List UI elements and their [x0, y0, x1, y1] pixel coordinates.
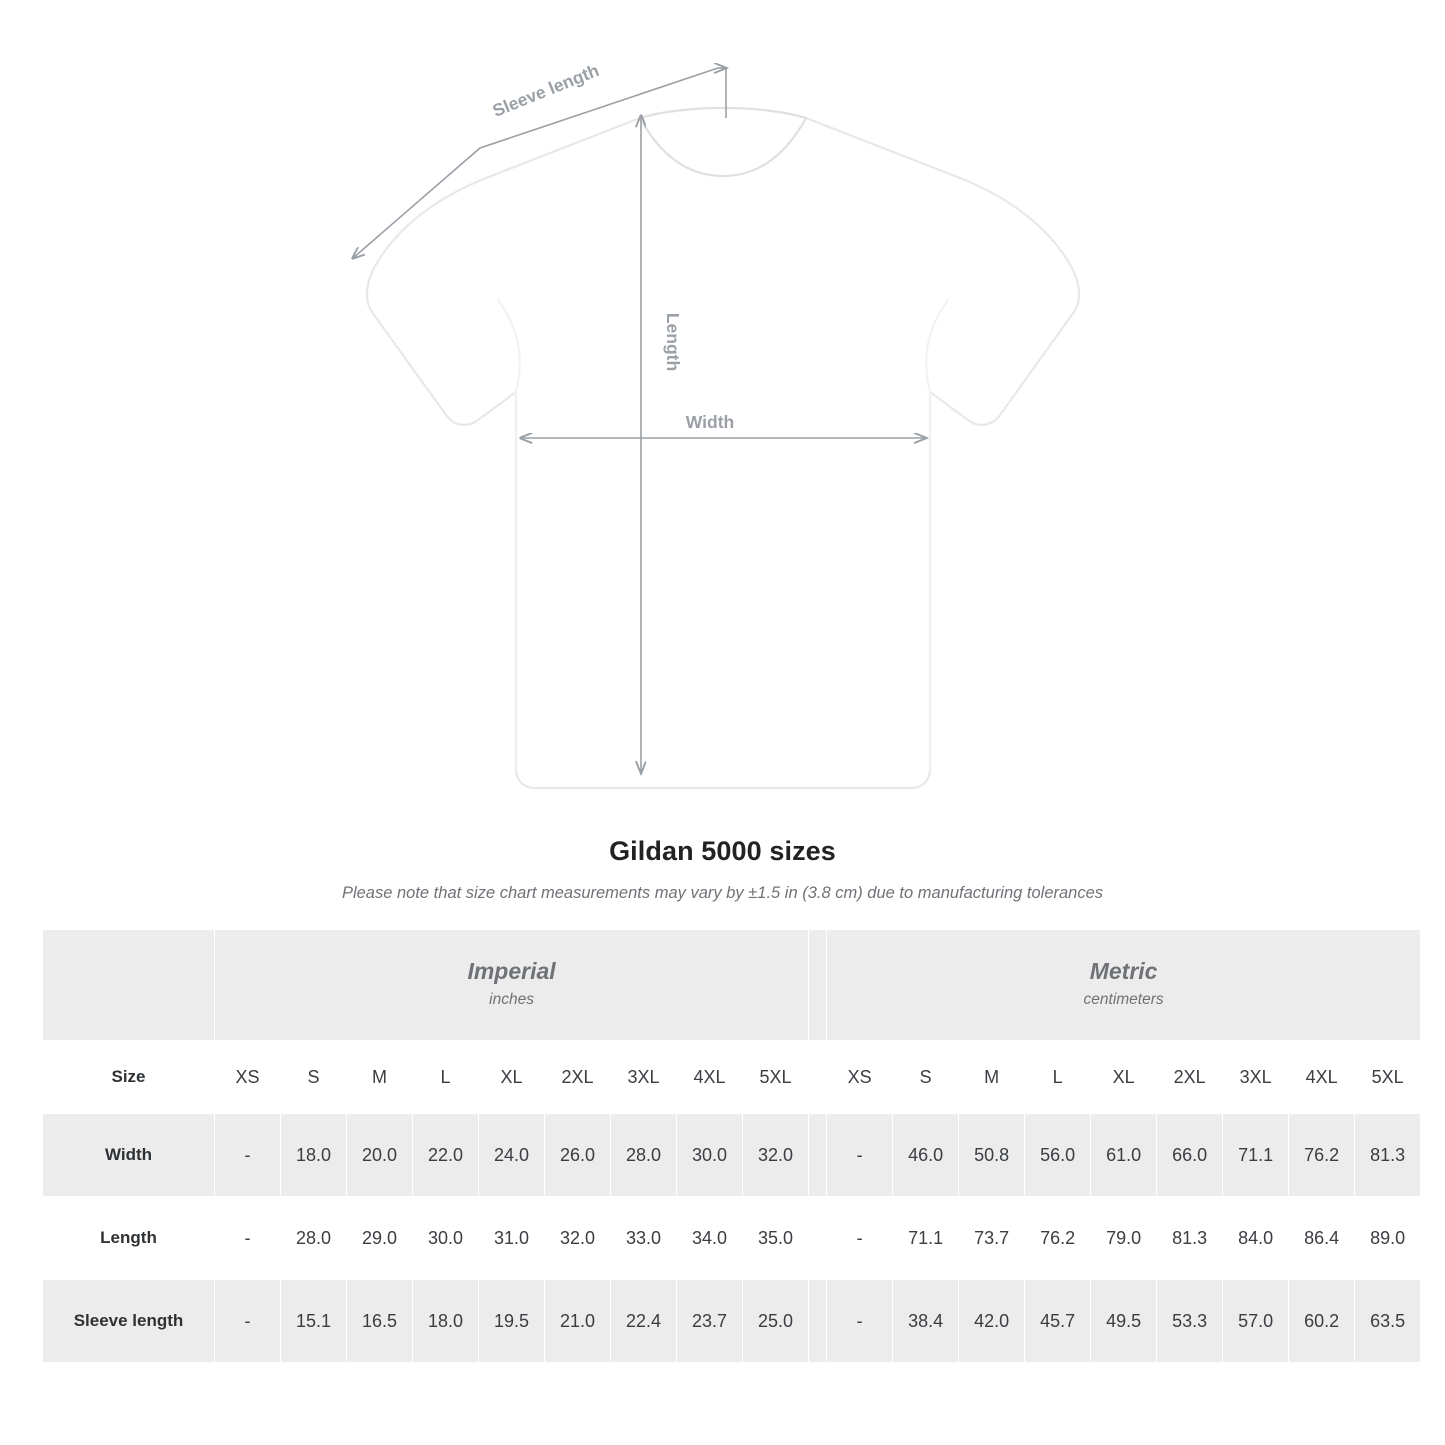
cell-metric: 89.0 [1355, 1197, 1421, 1280]
cell-metric: 42.0 [959, 1280, 1025, 1363]
table-unit-header-row [43, 930, 1421, 1041]
cell-metric: 81.3 [1157, 1197, 1223, 1280]
unit-header-blank [43, 930, 215, 1041]
length-label: Length [663, 312, 683, 372]
size-table [42, 929, 1421, 1363]
unit-name: Metric [1089, 958, 1158, 985]
cell-metric: 73.7 [959, 1197, 1025, 1280]
cell-metric: 38.4 [893, 1280, 959, 1363]
title-block [0, 836, 1445, 903]
size-header-cell: M [347, 1041, 413, 1114]
row-label: Width [43, 1114, 215, 1197]
cell-metric: 79.0 [1091, 1197, 1157, 1280]
row-gap [809, 1280, 827, 1363]
cell-imperial: 30.0 [413, 1197, 479, 1280]
table-row [43, 1280, 1421, 1363]
unit-subtitle: centimeters [1083, 991, 1164, 1009]
cell-metric: - [827, 1280, 893, 1363]
cell-imperial: 21.0 [545, 1280, 611, 1363]
cell-imperial: 35.0 [743, 1197, 809, 1280]
page-title: Gildan 5000 sizes [609, 836, 836, 866]
size-header-cell: XL [479, 1041, 545, 1114]
cell-imperial: - [215, 1197, 281, 1280]
size-header-cell: XS [827, 1041, 893, 1114]
size-table-wrap [42, 929, 1406, 1363]
cell-imperial: 18.0 [281, 1114, 347, 1197]
cell-imperial: 28.0 [611, 1114, 677, 1197]
cell-imperial: 18.0 [413, 1280, 479, 1363]
size-header-cell: M [959, 1041, 1025, 1114]
cell-metric: 56.0 [1025, 1114, 1091, 1197]
unit-subtitle: inches [489, 991, 534, 1009]
size-header-cell: 4XL [677, 1041, 743, 1114]
cell-metric: 50.8 [959, 1114, 1025, 1197]
size-header-cell: 3XL [1223, 1041, 1289, 1114]
cell-imperial: 22.4 [611, 1280, 677, 1363]
size-header-cell: S [281, 1041, 347, 1114]
cell-metric: 71.1 [893, 1197, 959, 1280]
cell-metric: 53.3 [1157, 1280, 1223, 1363]
unit-name: Imperial [467, 958, 556, 985]
row-label: Sleeve length [43, 1280, 215, 1363]
cell-imperial: 31.0 [479, 1197, 545, 1280]
cell-metric: 71.1 [1223, 1114, 1289, 1197]
cell-metric: - [827, 1114, 893, 1197]
row-gap [809, 1114, 827, 1197]
cell-imperial: 22.0 [413, 1114, 479, 1197]
size-header-cell: XS [215, 1041, 281, 1114]
cell-imperial: 28.0 [281, 1197, 347, 1280]
cell-imperial: 19.5 [479, 1280, 545, 1363]
table-row [43, 1114, 1421, 1197]
size-header-cell: L [1025, 1041, 1091, 1114]
cell-imperial: 24.0 [479, 1114, 545, 1197]
unit-header-gap [809, 930, 827, 1041]
cell-metric: 76.2 [1025, 1197, 1091, 1280]
cell-imperial: 25.0 [743, 1280, 809, 1363]
size-header-cell: 5XL [743, 1041, 809, 1114]
cell-metric: 49.5 [1091, 1280, 1157, 1363]
tshirt-shape [367, 108, 1079, 788]
size-header-cell: 3XL [611, 1041, 677, 1114]
cell-imperial: - [215, 1114, 281, 1197]
cell-imperial: 26.0 [545, 1114, 611, 1197]
tolerance-note: Please note that size chart measurements may vary by ±1.5 in (3.8 cm) due to manufacturing tolerances [341, 884, 1104, 902]
cell-imperial: 30.0 [677, 1114, 743, 1197]
cell-imperial: - [215, 1280, 281, 1363]
cell-metric: 66.0 [1157, 1114, 1223, 1197]
size-header-cell: 4XL [1289, 1041, 1355, 1114]
cell-metric: 84.0 [1223, 1197, 1289, 1280]
cell-imperial: 15.1 [281, 1280, 347, 1363]
cell-imperial: 33.0 [611, 1197, 677, 1280]
cell-metric: 57.0 [1223, 1280, 1289, 1363]
sleeve-length-label: Sleeve length [489, 60, 602, 121]
cell-metric: 61.0 [1091, 1114, 1157, 1197]
cell-metric: 86.4 [1289, 1197, 1355, 1280]
cell-metric: 60.2 [1289, 1280, 1355, 1363]
cell-metric: 81.3 [1355, 1114, 1421, 1197]
size-header-cell: S [893, 1041, 959, 1114]
cell-imperial: 29.0 [347, 1197, 413, 1280]
cell-imperial: 23.7 [677, 1280, 743, 1363]
cell-metric: 45.7 [1025, 1280, 1091, 1363]
size-header-cell: 2XL [1157, 1041, 1223, 1114]
row-label: Length [43, 1197, 215, 1280]
cell-imperial: 34.0 [677, 1197, 743, 1280]
cell-imperial: 32.0 [743, 1114, 809, 1197]
cell-imperial: 16.5 [347, 1280, 413, 1363]
unit-header-metric [827, 930, 1421, 1041]
cell-imperial: 32.0 [545, 1197, 611, 1280]
size-header-cell: L [413, 1041, 479, 1114]
row-gap [809, 1197, 827, 1280]
size-row-label: Size [43, 1041, 215, 1114]
size-row-gap [809, 1041, 827, 1114]
table-row [43, 1197, 1421, 1280]
cell-imperial: 20.0 [347, 1114, 413, 1197]
cell-metric: 76.2 [1289, 1114, 1355, 1197]
cell-metric: - [827, 1197, 893, 1280]
size-header-cell: 5XL [1355, 1041, 1421, 1114]
width-label: Width [685, 412, 735, 432]
size-header-cell: XL [1091, 1041, 1157, 1114]
cell-metric: 63.5 [1355, 1280, 1421, 1363]
unit-header-imperial [215, 930, 809, 1041]
table-size-row [43, 1041, 1421, 1114]
size-header-cell: 2XL [545, 1041, 611, 1114]
cell-metric: 46.0 [893, 1114, 959, 1197]
